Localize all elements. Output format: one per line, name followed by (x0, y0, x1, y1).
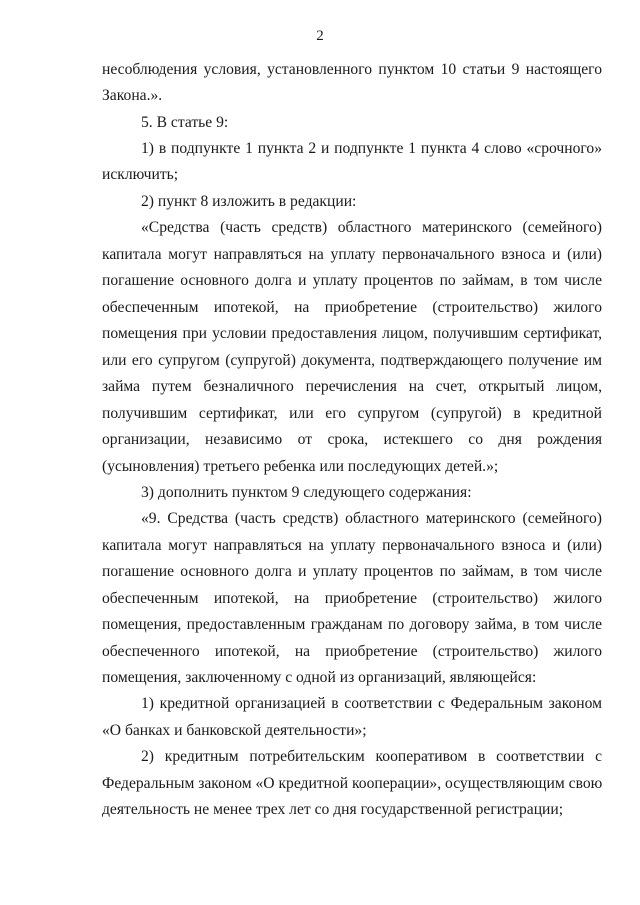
text-line: 1) кредитной организацией в соответствии с Федеральным законом (141, 695, 602, 712)
text-line: обеспеченным ипотекой, на приобретение (строительство) жилого (102, 299, 602, 316)
text-line: Закона.». (102, 87, 163, 104)
text-line: (усыновления) третьего ребенка или последующих детей.»; (102, 458, 499, 475)
page-number: 2 (316, 28, 324, 44)
text-line: «9. Средства (часть средств) областного материнского (семейного) (141, 510, 602, 527)
text-line: 2) пункт 8 изложить в редакции: (141, 193, 357, 210)
text-line: «Средства (часть средств) областного материнского (семейного) (141, 219, 602, 236)
text-line: помещения, предоставленным гражданам по договору займа, в том числе (102, 616, 602, 633)
text-line: исключить; (102, 166, 179, 183)
text-line: капитала могут направляться на уплату первоначального взноса и (или) (102, 246, 602, 263)
text-line: займа путем безналичного перечисления на счет, открытый лицом, (102, 378, 602, 395)
text-line: обеспеченного ипотекой, на приобретение (строительство) жилого (102, 643, 602, 660)
text-line: 2) кредитным потребительским кооперативом в соответствии с (141, 748, 602, 765)
text-line: организации, независимо от срока, истекшего со дня рождения (102, 431, 602, 448)
text-line: «О банках и банковской деятельности»; (102, 722, 367, 739)
text-line: деятельность не менее трех лет со дня государственной регистрации; (102, 801, 564, 818)
text-line: капитала могут направляться на уплату первоначального взноса и (или) (102, 537, 602, 554)
text-line: получившим сертификат, или его супругом (супругой) в кредитной (102, 405, 602, 422)
text-line: 3) дополнить пунктом 9 следующего содержания: (141, 484, 472, 501)
text-line: несоблюдения условия, установленного пунктом 10 статьи 9 настоящего (102, 61, 602, 78)
text-line: Федеральным законом «О кредитной кооперации», осуществляющим свою (102, 775, 603, 792)
text-line: 1) в подпункте 1 пункта 2 и подпункте 1 пункта 4 слово «срочного» (141, 140, 602, 157)
text-line: погашение основного долга и уплату процентов по займам, в том числе (102, 563, 602, 580)
text-line: помещения, заключенному с одной из организаций, являющейся: (102, 669, 537, 686)
text-line: или его супругом (супругой) документа, подтверждающего получение им (102, 352, 602, 369)
text-line: 5. В статье 9: (141, 114, 229, 131)
text-line: обеспеченным ипотекой, на приобретение (строительство) жилого (102, 590, 602, 607)
text-line: помещения при условии предоставления лицом, получившим сертификат, (102, 325, 602, 342)
text-line: погашение основного долга и уплату процентов по займам, в том числе (102, 272, 602, 289)
